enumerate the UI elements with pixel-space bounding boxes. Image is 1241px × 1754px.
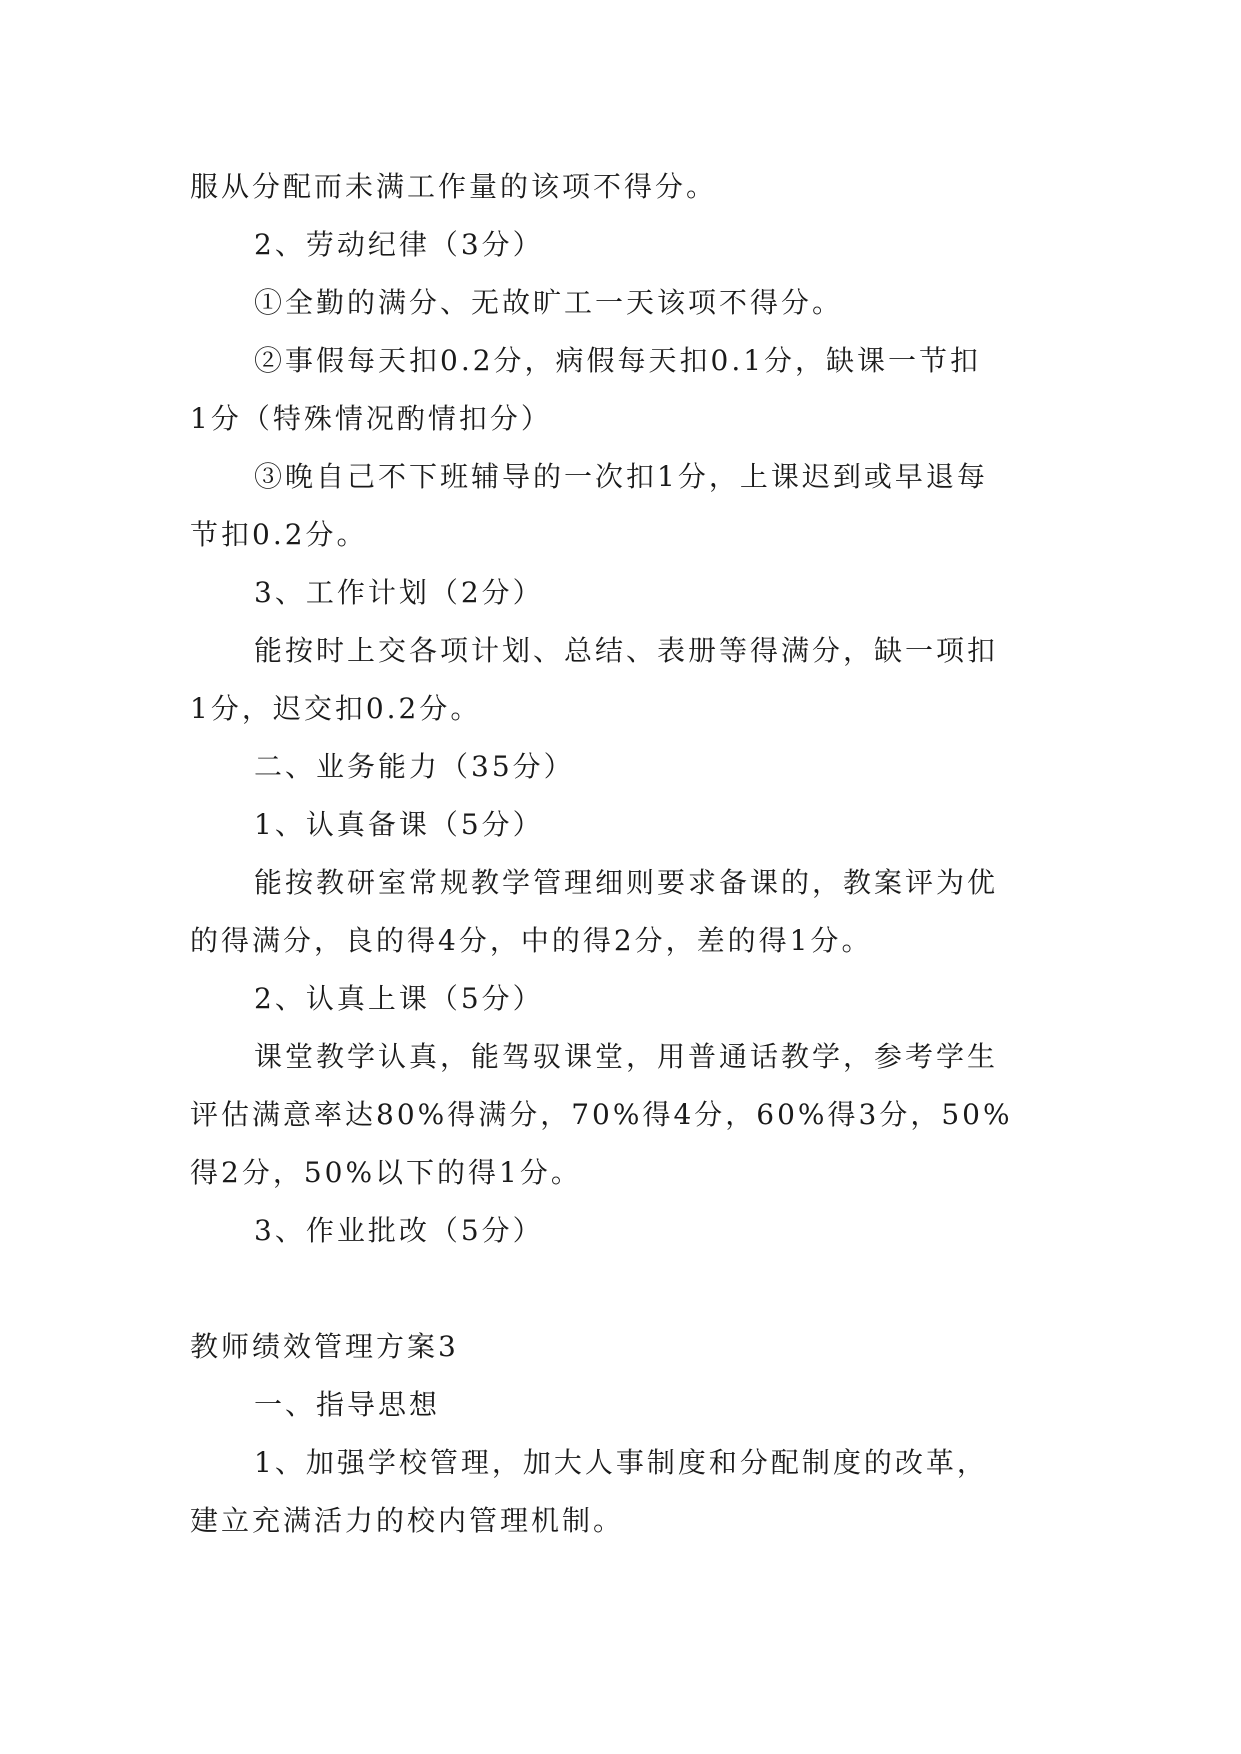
paragraph-continuation: 得2分，50%以下的得1分。 [190, 1156, 582, 1189]
paragraph-continuation: 1分（特殊情况酌情扣分） [190, 402, 552, 435]
document-body [190, 158, 1090, 1550]
section-heading: 二、业务能力（35分） [254, 750, 575, 783]
paragraph: 课堂教学认真，能驾驭课堂，用普通话教学，参考学生 [254, 1040, 999, 1073]
section-heading: 2、认真上课（5分） [254, 982, 544, 1015]
paragraph-continuation: 节扣0.2分。 [190, 518, 368, 551]
section-heading: 3、作业批改（5分） [254, 1214, 544, 1247]
list-item: ②事假每天扣0.2分，病假每天扣0.1分，缺课一节扣 [254, 344, 982, 377]
paragraph-continuation: 评估满意率达80%得满分，70%得4分，60%得3分，50% [190, 1098, 1013, 1131]
section-heading: 1、认真备课（5分） [254, 808, 544, 841]
blank-line [190, 1260, 1090, 1318]
section-heading: 3、工作计划（2分） [254, 576, 544, 609]
list-item: ①全勤的满分、无故旷工一天该项不得分。 [254, 286, 844, 319]
paragraph-continuation: 建立充满活力的校内管理机制。 [190, 1504, 625, 1537]
paragraph-continuation: 1分，迟交扣0.2分。 [190, 692, 482, 725]
paragraph: 能按教研室常规教学管理细则要求备课的，教案评为优 [254, 866, 999, 899]
section-heading: 一、指导思想 [254, 1388, 441, 1421]
list-item: ③晚自己不下班辅导的一次扣1分，上课迟到或早退每 [254, 460, 988, 493]
paragraph-continuation: 的得满分，良的得4分，中的得2分，差的得1分。 [190, 924, 873, 957]
paragraph: 能按时上交各项计划、总结、表册等得满分，缺一项扣 [254, 634, 999, 667]
section-heading: 2、劳动纪律（3分） [254, 228, 544, 261]
document-title: 教师绩效管理方案3 [190, 1330, 459, 1363]
paragraph-continuation: 服从分配而未满工作量的该项不得分。 [190, 170, 718, 203]
paragraph: 1、加强学校管理，加大人事制度和分配制度的改革， [254, 1446, 988, 1479]
